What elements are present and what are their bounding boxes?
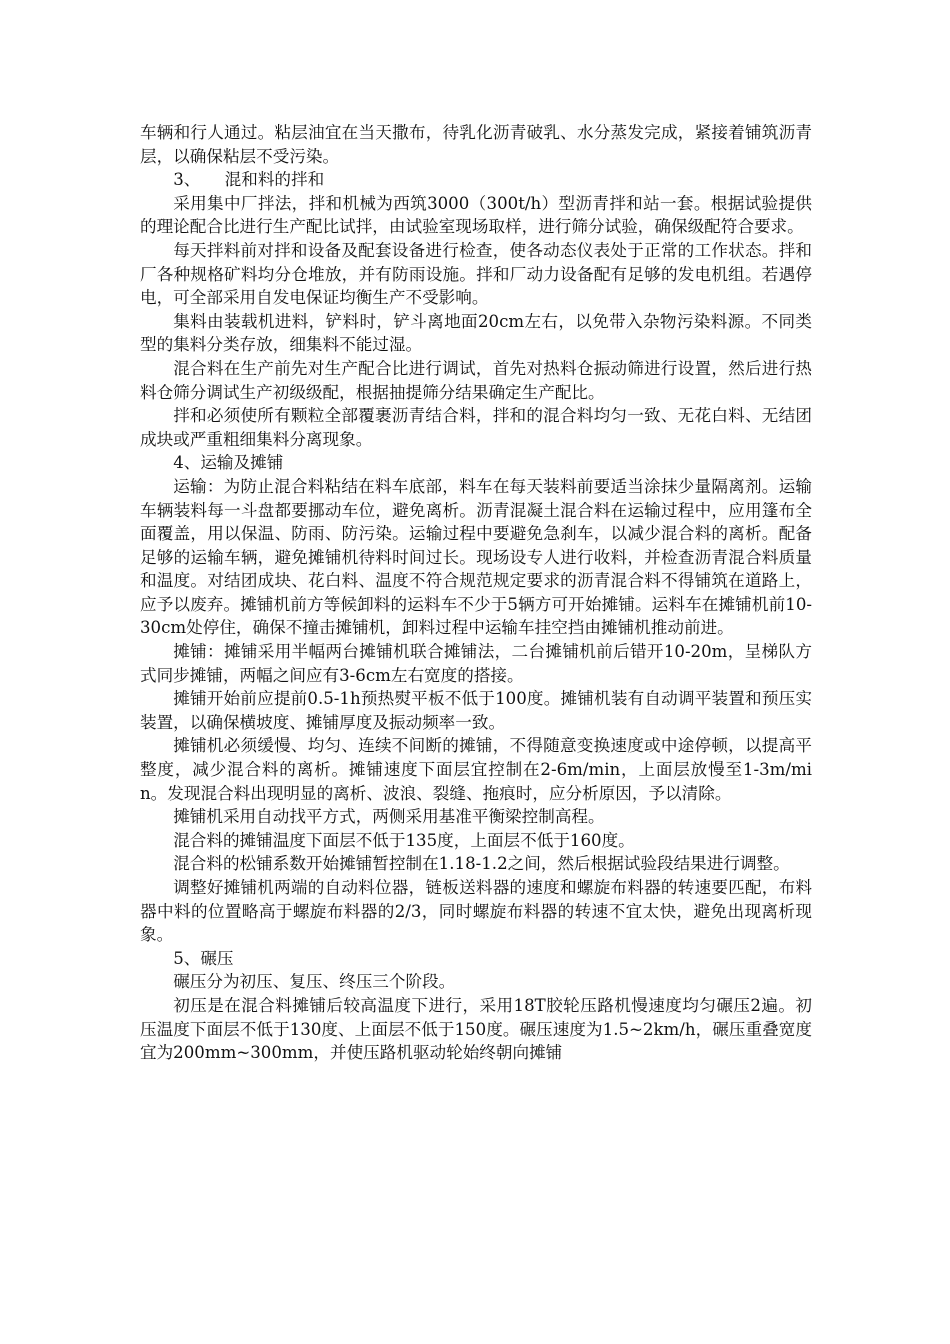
paragraph-tack-coat-end: 车辆和行人通过。粘层油宜在当天撒布，待乳化沥青破乳、水分蒸发完成，紧接着铺筑沥青层，以确保粘层不受污染。 bbox=[140, 123, 812, 166]
paragraph-paving-temperature: 混合料的摊铺温度下面层不低于135度，上面层不低于160度。 bbox=[173, 830, 635, 850]
paragraph-paving-method: 摊铺：摊铺采用半幅两台摊铺机联合摊铺法，二台摊铺机前后错开10-20m，呈梯队方式同步摊铺，两幅之间应有3-6cm左右宽度的搭接。 bbox=[140, 642, 812, 685]
paragraph-paving-speed: 摊铺机必须缓慢、均匀、连续不间断的摊铺，不得随意变换速度或中途停顿，以提高平整度，减少混合料的离析。摊铺速度下面层宜控制在2-6m/min，上面层放慢至1-3m/min。发现混合料出现明显的离析、波浪、裂缝、拖痕时，应分析原因，予以清除。 bbox=[140, 736, 812, 803]
paragraph-mixing-method: 采用集中厂拌法，拌和机械为西筑3000（300t/h）型沥青拌和站一套。根据试验提供的理论配合比进行生产配比试拌，由试验室现场取样，进行筛分试验，确保级配符合要求。 bbox=[140, 193, 812, 237]
paragraph-screed-preheat: 摊铺开始前应提前0.5-1h预热熨平板不低于100度。摊铺机装有自动调平装置和预压实装置，以确保横坡度、摊铺厚度及振动频率一致。 bbox=[140, 689, 812, 732]
paragraph-equipment-check: 每天拌料前对拌和设备及配套设备进行检查，使各动态仪表处于正常的工作状态。拌和厂各种规格矿料均分仓堆放，并有防雨设施。拌和厂动力设备配有足够的发电机组。若遇停电，可全部采用自发电保证均衡生产不受影响。 bbox=[140, 240, 812, 308]
section-number: 3、 bbox=[173, 170, 201, 190]
paragraph-aggregate-feed: 集料由装载机进料，铲料时，铲斗离地面20cm左右，以免带入杂物污染料源。不同类型的集料分类存放，细集料不能过湿。 bbox=[140, 311, 812, 355]
paragraph-loose-coefficient: 混合料的松铺系数开始摊铺暂控制在1.18-1.2之间，然后根据试验段结果进行调整。 bbox=[173, 854, 790, 874]
paragraph-transport: 运输：为防止混合料粘结在料车底部，料车在每天装料前要适当涂抹少量隔离剂。运输车辆装料每一斗盘都要挪动车位，避免离析。沥青混凝土混合料在运输过程中，应用篷布全面覆盖，用以保温、防雨、防污染。运输过程中要避免急刹车，以减少混合料的离析。配备足够的运输车辆，避免摊铺机待料时间过长。现场设专人进行收料，并检查沥青混合料质量和温度。对结团成块、花白料、温度不符合规范规定要求的沥青混合料不得铺筑在道路上，应予以废弃。摊铺机前方等候卸料的运料车不少于5辆方可开始摊铺。运料车在摊铺机前10-30cm处停住，确保不撞击摊铺机，卸料过程中运输车挂空挡由摊铺机推动前进。 bbox=[140, 476, 812, 638]
section-heading-transport-paving: 4、运输及摊铺 bbox=[173, 453, 284, 473]
paragraph-initial-compaction: 初压是在混合料摊铺后较高温度下进行，采用18T胶轮压路机慢速度均匀碾压2遍。初压温度下面层不低于130度、上面层不低于150度。碾压速度为1.5~2km/h，碾压重叠宽度宜为200mm~300mm，并使压路机驱动轮始终朝向摊铺 bbox=[140, 995, 812, 1063]
paragraph-compaction-stages: 碾压分为初压、复压、终压三个阶段。 bbox=[173, 972, 456, 992]
section-heading-mixing bbox=[140, 168, 812, 192]
paragraph-auto-leveling: 摊铺机采用自动找平方式，两侧采用基准平衡梁控制高程。 bbox=[173, 807, 605, 827]
paragraph-material-level: 调整好摊铺机两端的自动料位器，链板送料器的速度和螺旋布料器的转速要匹配，布料器中料的位置略高于螺旋布料器的2/3，同时螺旋布料器的转速不宜太快，避免出现离析现象。 bbox=[140, 878, 812, 945]
paragraph-mix-quality: 拌和必须使所有颗粒全部覆裹沥青结合料，拌和的混合料均匀一致、无花白料、无结团成块或严重粗细集料分离现象。 bbox=[140, 406, 812, 449]
document-body bbox=[140, 121, 812, 1065]
section-heading-compaction: 5、碾压 bbox=[173, 948, 234, 968]
section-title: 混和料的拌和 bbox=[224, 170, 325, 190]
paragraph-mix-calibration: 混合料在生产前先对生产配合比进行调试，首先对热料仓振动筛进行设置，然后进行热料仓筛分调试生产初级级配，根据抽提筛分结果确定生产配比。 bbox=[140, 358, 812, 402]
